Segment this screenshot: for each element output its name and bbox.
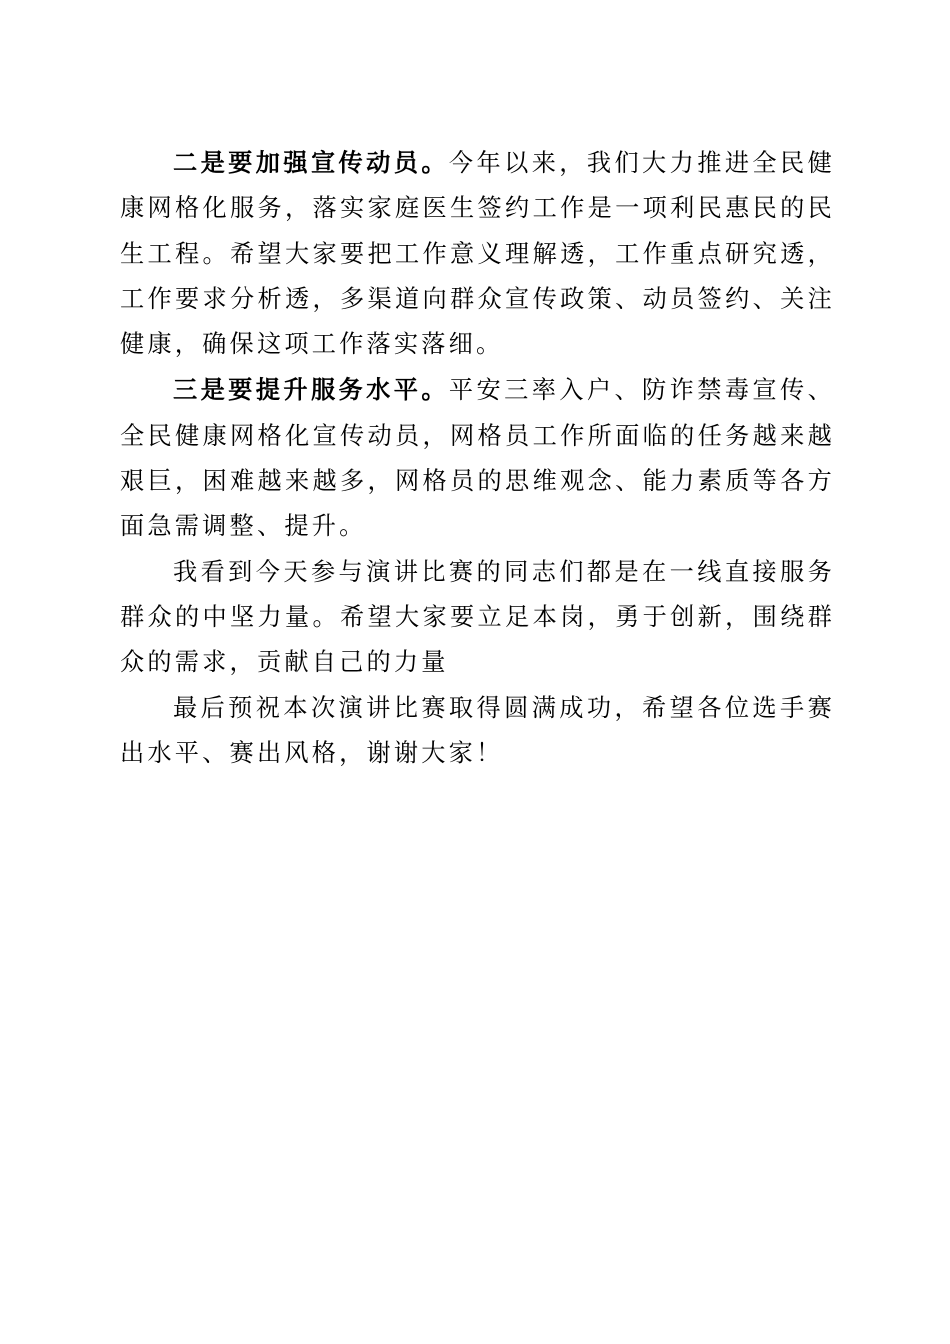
paragraph-text: 最后预祝本次演讲比赛取得圆满成功，希望各位选手赛出水平、赛出风格，谢谢大家！ bbox=[120, 693, 835, 767]
paragraph-closing bbox=[120, 686, 835, 777]
paragraph-promotion bbox=[120, 140, 835, 367]
paragraph-frontline bbox=[120, 550, 835, 686]
paragraph-text: 我看到今天参与演讲比赛的同志们都是在一线直接服务群众的中坚力量。希望大家要立足本岗，勇于创新，围绕群众的需求，贡献自己的力量 bbox=[120, 557, 835, 677]
paragraph-lead-heading: 二是要加强宣传动员。 bbox=[173, 148, 449, 177]
paragraph-lead-heading: 三是要提升服务水平。 bbox=[173, 375, 449, 405]
paragraph-text: 今年以来，我们大力推进全民健康网格化服务，落实家庭医生签约工作是一项利民惠民的民生工程。希望大家要把工作意义理解透，工作重点研究透，工作要求分析透，多渠道向群众宣传政策、动员签约、关注健康，确保这项工作落实落细。 bbox=[120, 149, 835, 359]
paragraph-service-level bbox=[120, 367, 835, 549]
paragraph-text: 平安三率入户、防诈禁毒宣传、全民健康网格化宣传动员，网格员工作所面临的任务越来越艰巨，困难越来越多，网格员的思维观念、能力素质等各方面急需调整、提升。 bbox=[120, 376, 835, 541]
document-body bbox=[120, 140, 835, 776]
